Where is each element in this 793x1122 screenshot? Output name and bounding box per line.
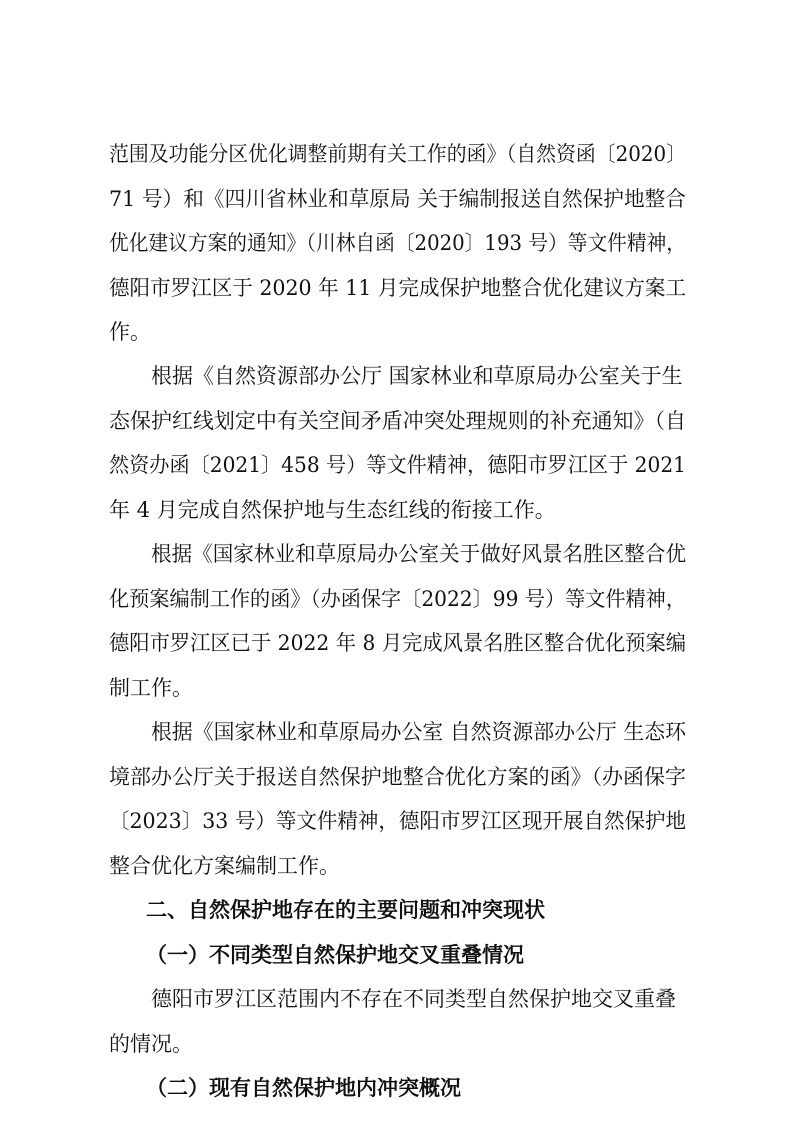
document-page: 范围及功能分区优化调整前期有关工作的函》（自然资函〔2020〕 71 号）和《四川省林业和草原局 关于编制报送自然保护地整合 优化建议方案的通知》（川林自函〔2020〕193 号）等文件精神， 德阳市罗江区于 2020 年 11 月完成保护地整合优化建议方案工 作。 根据《自然资源部办公厅 国家林业和草原局办公室关于生 态保护红线划定中有关空间矛盾冲突处理规则的补充通知》（自 然资办函〔2021〕458 号）等文件精神，德阳市罗江区于 2021 年 4 月完成自然保护地与生态红线的衔接工作。 根据《国家林业和草原局办公室关于做好风景名胜区整合优 化预案编制工作的函》（办函保字〔2022〕99 号）等文件精神， 德阳市罗江区已于 2022 年 8 月完成风景名胜区整合优化预案编 制工作。 根据《国家林业和草原局办公室 自然资源部办公厅 生态环 境部办公厅关于报送自然保护地整合优化方案的函》（办函保字 〔2023〕33 号）等文件精神，德阳市罗江区现开展自然保护地 整合优化方案编制工作。 二、自然保护地存在的主要问题和冲突现状 （一）不同类型自然保护地交叉重叠情况 德阳市罗江区范围内不存在不同类型自然保护地交叉重叠 的情况。 （二）现有自然保护地内冲突概况 bbox=[109, 142, 687, 1100]
